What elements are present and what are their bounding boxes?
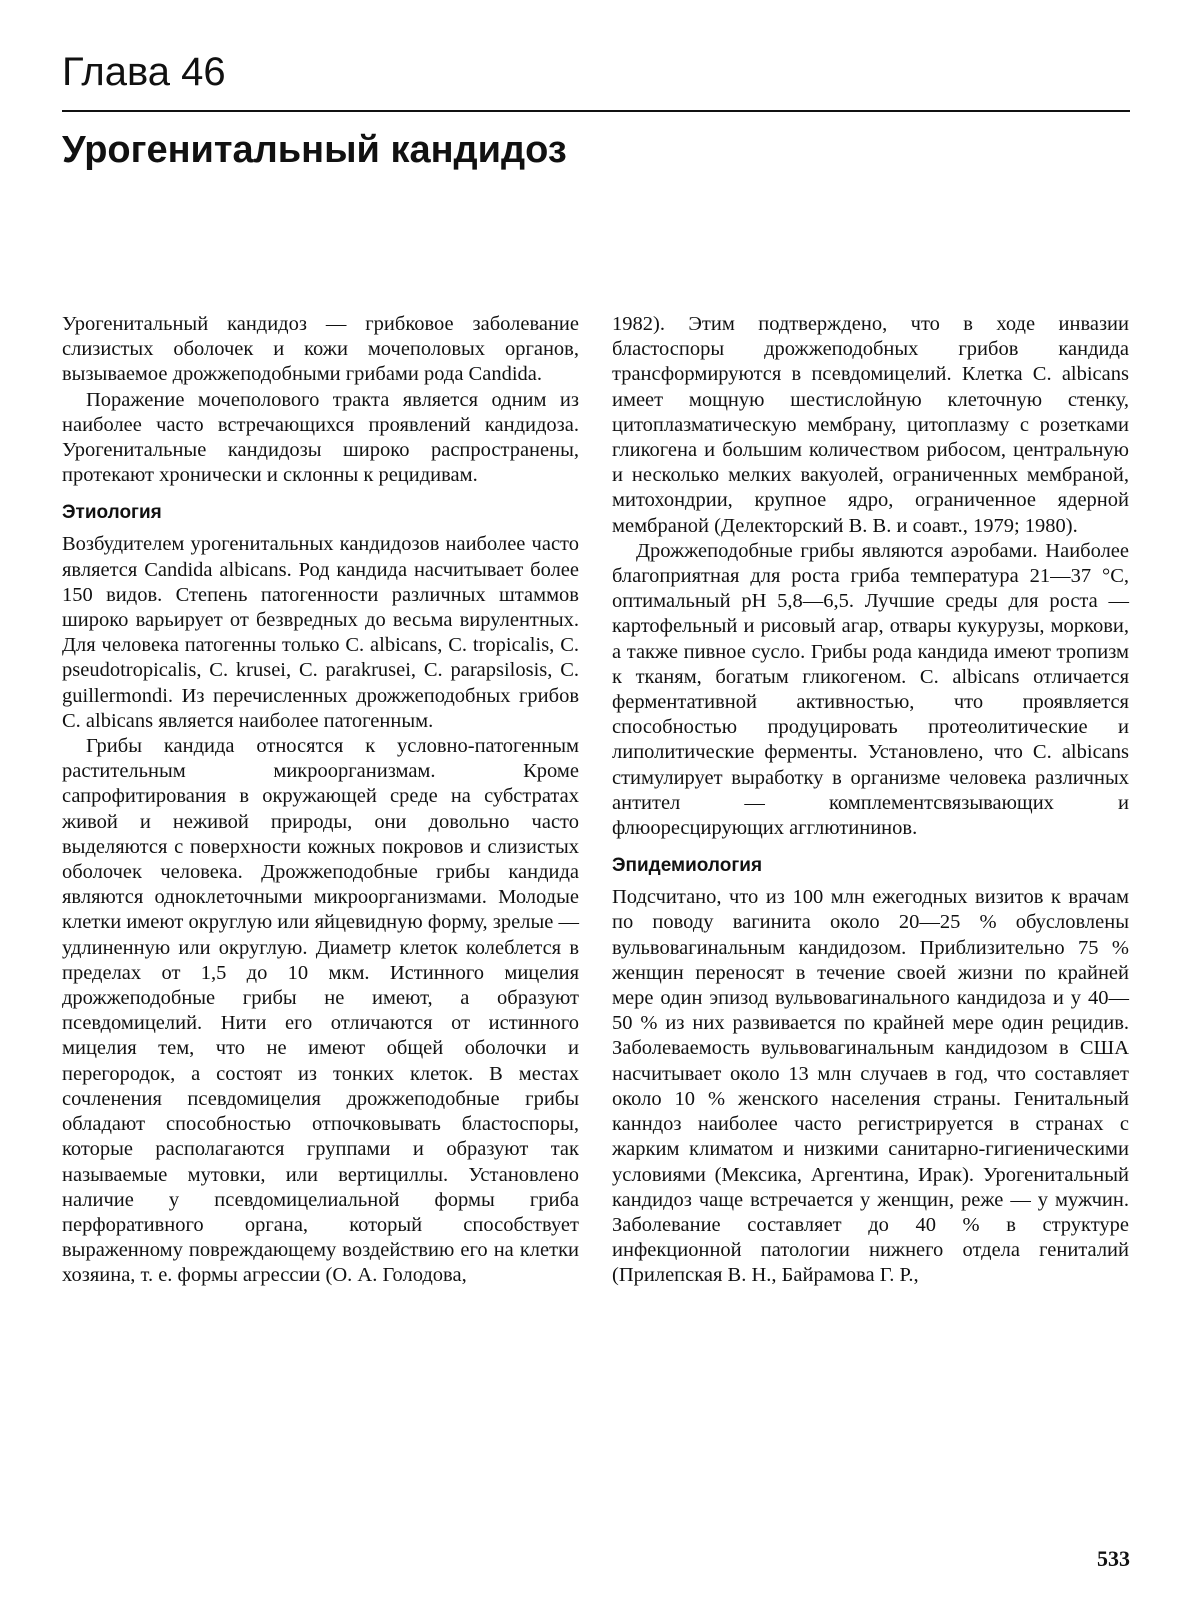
right-column [612,312,1129,1289]
chapter-title: Урогенитальный кандидоз [62,129,567,171]
continued-paragraph: 1982). Этим подтверждено, что в ходе инвазии бластоспоры дрожжеподобных грибов кандида трансформируются в псевдомицелий. Клетка C. albicans имеет мощную шестислойную клеточную стенку, цитоплазматическую мембрану, цитоплазму с розетками гликогена и большим количеством рибосом, центральную и несколько мелких вакуолей, ограниченных мембраной, митохондрии, крупное ядро, ограниченное ядерной мембраной (Делекторский В. В. и соавт., 1979; 1980). [612,313,1129,537]
chapter-label: Глава 46 [62,50,226,94]
aerobes-paragraph: Дрожжеподобные грибы являются аэробами. Наиболее благоприятная для роста гриба температура 21—37 °С, оптимальный рН 5,8—6,5. Лучшие среды для роста — картофельный и рисовый агар, отвары кукурузы, моркови, а также пивное сусло. Грибы рода кандида имеют тропизм к тканям, богатым гликогеном. C. albicans отличается ферментативной активностью, что проявляется способностью продуцировать протеолитические и липолитические ферменты. Установлено, что C. albicans стимулирует выработку в организме человека различных антител — комплементсвязывающих и флюоресцирующих агглютининов. [612,539,1129,840]
intro-paragraph-1: Урогенитальный кандидоз — грибковое заболевание слизистых оболочек и кожи мочеполовых органов, вызываемое дрожжеподобными грибами рода Candida. [62,313,579,386]
etiology-heading: Этиология [62,502,162,524]
header-rule [62,110,1130,112]
left-column [62,312,579,1289]
epidemiology-heading: Эпидемиология [612,855,763,877]
page-number: 533 [1097,1546,1130,1571]
etiology-paragraph-1: Возбудителем урогенитальных кандидозов наиболее часто является Candida albicans. Род кандида насчитывает более 150 видов. Степень патогенности различных штаммов широко варьирует от безвредных до весьма вирулентных. Для человека патогенны только C. albicans, C. tropicalis, C. pseudotropicalis, C. krusei, C. parakrusei, C. parapsilosis, C. guillermondi. Из перечисленных дрожжеподобных грибов C. albicans является наиболее патогенным. [62,533,579,732]
etiology-paragraph-2: Грибы кандида относятся к условно-патогенным растительным микроорганизмам. Кроме сапрофитирования в окружающей среде на субстратах живой и неживой природы, они довольно часто выделяются с поверхности кожных покровов и слизистых оболочек человека. Дрожжеподобные грибы кандида являются одноклеточными микроорганизмами. Молодые клетки имеют округлую или яйцевидную форму, зрелые — удлиненную или округлую. Диаметр клеток колеблется в пределах от 1,5 до 10 мкм. Истинного мицелия дрожжеподобные грибы не имеют, а образуют псевдомицелий. Нити его отличаются от истинного мицелия тем, что не имеют общей оболочки и перегородок, а состоят из тонких клеток. В местах сочленения псевдомицелия дрожжеподобные грибы обладают способностью отпочковывать бластоспоры, которые располагаются группами и образуют так называемые мутовки, или вертициллы. Установлено наличие у псевдомицелиальной формы гриба перфоративного органа, который способствует выраженному повреждающему воздействию его на клетки хозяина, т. е. формы агрессии (О. А. Голодова, [62,735,579,1287]
epidemiology-paragraph: Подсчитано, что из 100 млн ежегодных визитов к врачам по поводу вагинита около 20—25 % обусловлены вульвовагинальным кандидозом. Приблизительно 75 % женщин переносят в течение своей жизни по крайней мере один эпизод вульвовагинального кандидоза и у 40—50 % из них развивается по крайней мере один рецидив. Заболеваемость вульвовагинальным кандидозом в США насчитывает около 13 млн случаев в год, что составляет около 10 % женского населения страны. Генитальный канндоз наиболее часто регистрируется в странах с жарким климатом и низкими санитарно-гигиеническими условиями (Мексика, Аргентина, Ирак). Урогенитальный кандидоз чаще встречается у женщин, реже — у мужчин. Заболевание составляет до 40 % в структуре инфекционной патологии нижнего отдела гениталий (Прилепская В. Н., Байрамова Г. Р., [612,886,1129,1287]
intro-paragraph-2: Поражение мочеполового тракта является одним из наиболее часто встречающихся проявлений кандидоза. Урогенитальные кандидозы широко распространены, протекают хронически и склонны к рецидивам. [62,388,579,487]
